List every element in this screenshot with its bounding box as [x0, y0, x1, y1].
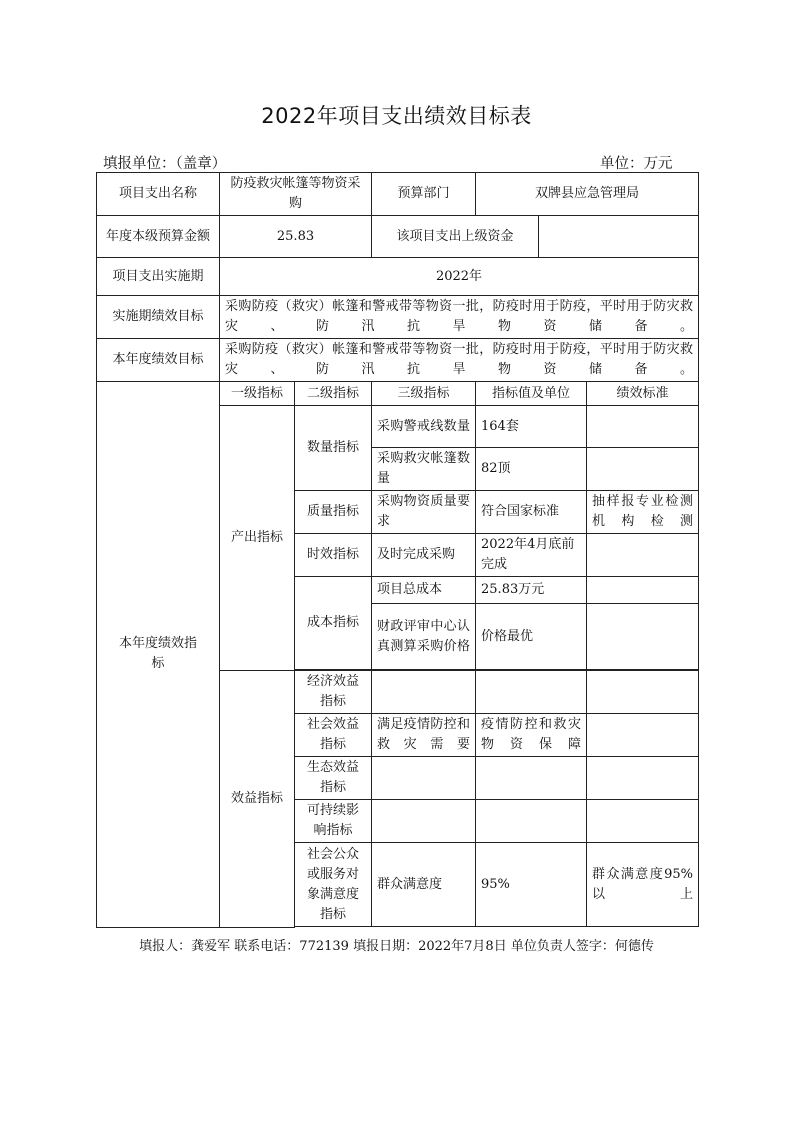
- project-name-row: [97, 173, 699, 216]
- period-row: [97, 258, 699, 296]
- indicator-standard: [587, 448, 699, 491]
- level3-name: [372, 800, 476, 843]
- economic-indicator-label: 经济效益指标: [295, 671, 372, 714]
- indicator-standard: [587, 406, 699, 448]
- indicator-value: [476, 800, 587, 843]
- header-value-unit: 指标值及单位: [476, 382, 587, 406]
- year-goal-label: 本年度绩效目标: [97, 339, 220, 382]
- impl-goal-value: 采购防疫（救灾）帐篷和警戒带等物资一批，防疫时用于防疫，平时用于防灾救灾、防汛抗旱物资储备。: [220, 296, 699, 339]
- indicator-standard: [587, 671, 699, 714]
- indicator-value: 95%: [476, 843, 587, 927]
- level3-name: 项目总成本: [372, 577, 476, 604]
- cost-indicator-label: 成本指标: [295, 577, 372, 670]
- ecological-indicator-label: 生态效益指标: [295, 757, 372, 800]
- output-indicator-label: 产出指标: [220, 406, 295, 671]
- period-value: 2022年: [220, 258, 699, 296]
- impl-goal-row: [97, 296, 699, 339]
- year-goal-value: 采购防疫（救灾）帐篷和警戒带等物资一批，防疫时用于防疫，平时用于防灾救灾、防汛抗旱物资储备。: [220, 339, 699, 382]
- level3-name: 采购物资质量要求: [372, 491, 476, 534]
- indicator-standard: 群众满意度95%以上: [587, 843, 699, 927]
- header-standard: 绩效标准: [587, 382, 699, 406]
- header-level3: 三级指标: [372, 382, 476, 406]
- budget-amount-label: 年度本级预算金额: [97, 216, 220, 258]
- indicator-standard: [587, 577, 699, 604]
- indicator-standard: [587, 757, 699, 800]
- level3-name: 财政评审中心认真测算采购价格: [372, 604, 476, 670]
- benefit-indicator-label: 效益指标: [220, 671, 295, 928]
- indicator-standard: [587, 714, 699, 757]
- level3-name: 群众满意度: [372, 843, 476, 927]
- budget-dept-value: 双牌县应急管理局: [476, 173, 699, 216]
- sustainable-indicator-label: 可持续影响指标: [295, 800, 372, 843]
- indicator-value: [476, 671, 587, 714]
- project-name-value: 防疫救灾帐篷等物资采购: [220, 173, 372, 216]
- indicator-value: 符合国家标准: [476, 491, 587, 534]
- indicator-standard: [587, 604, 699, 670]
- upper-fund-value: [539, 216, 699, 258]
- indicator-standard: [587, 800, 699, 843]
- quality-indicator-label: 质量指标: [295, 491, 372, 534]
- budget-row: [97, 216, 699, 258]
- indicator-value: 164套: [476, 406, 587, 448]
- header-level1: 一级指标: [220, 382, 295, 406]
- upper-fund-label: 该项目支出上级资金: [372, 216, 539, 258]
- level3-name: 采购救灾帐篷数量: [372, 448, 476, 491]
- spacer-cell: [295, 927, 699, 928]
- impl-goal-label: 实施期绩效目标: [97, 296, 220, 339]
- budget-dept-label: 预算部门: [372, 173, 476, 216]
- indicator-value: 2022年4月底前完成: [476, 534, 587, 577]
- budget-amount-value: 25.83: [220, 216, 372, 258]
- indicator-standard: 抽样报专业检测机构检测: [587, 491, 699, 534]
- satisfaction-indicator-label: 社会公众或服务对象满意度指标: [295, 843, 372, 927]
- performance-goals-table: [96, 172, 699, 928]
- indicator-standard: [587, 534, 699, 577]
- reporting-unit-label: 填报单位：（盖章）: [103, 156, 227, 172]
- header-level2: 二级指标: [295, 382, 372, 406]
- indicator-value: 疫情防控和救灾物资保障: [476, 714, 587, 757]
- indicator-value: 价格最优: [476, 604, 587, 670]
- level3-name: [372, 757, 476, 800]
- social-indicator-label: 社会效益指标: [295, 714, 372, 757]
- project-name-label: 项目支出名称: [97, 173, 220, 216]
- level3-name: 及时完成采购: [372, 534, 476, 577]
- timeliness-indicator-label: 时效指标: [295, 534, 372, 577]
- footer-signature-line: 填报人：龚爱军 联系电话：772139 填报日期：2022年7月8日 单位负责人签字：何德传: [139, 939, 654, 954]
- level3-name: 采购警戒线数量: [372, 406, 476, 448]
- indicator-header-row: [97, 382, 699, 406]
- indicator-value: 82顶: [476, 448, 587, 491]
- indicator-section-label: 本年度绩效指标: [97, 382, 220, 928]
- level3-name: [372, 671, 476, 714]
- indicator-value: [476, 757, 587, 800]
- year-goal-row: [97, 339, 699, 382]
- page-title: 2022年项目支出绩效目标表: [261, 104, 532, 128]
- currency-unit-label: 单位：万元: [600, 156, 673, 172]
- level3-name: 满足疫情防控和救灾需要: [372, 714, 476, 757]
- quantity-indicator-label: 数量指标: [295, 406, 372, 491]
- indicator-value: 25.83万元: [476, 577, 587, 604]
- period-label: 项目支出实施期: [97, 258, 220, 296]
